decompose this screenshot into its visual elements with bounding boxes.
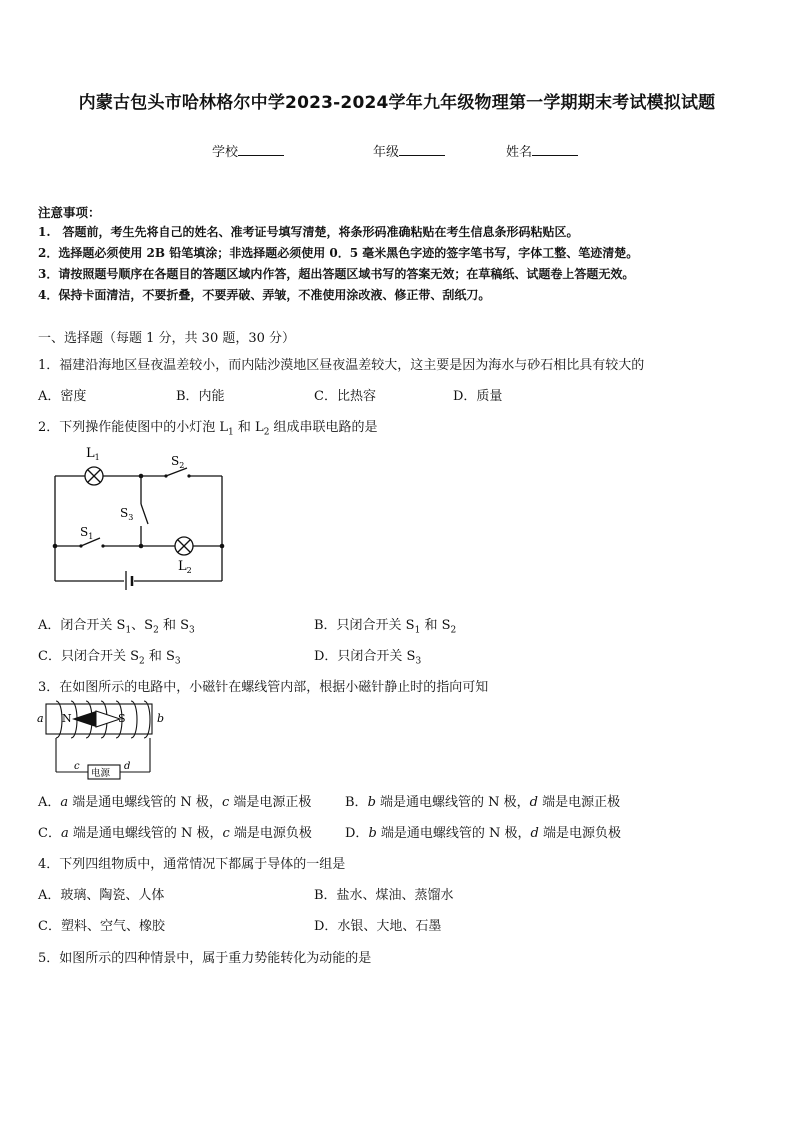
note-item: 2．选择题必须使用 2B 铅笔填涂；非选择题必须使用 0．5 毫米黑色字迹的签字笔书写，字体工整、笔迹清楚。 [38,246,639,260]
notes-heading: 注意事项： [38,205,101,220]
label-c: c [74,761,80,772]
q4-option-a[interactable]: A．玻璃、陶瓷、人体 [38,888,165,903]
label-n: N [62,712,72,725]
q3-option-a[interactable]: A．a 端是通电螺线管的 N 极，c 端是电源正极 [38,795,312,810]
q3-option-b[interactable]: B．b 端是通电螺线管的 N 极，d 端是电源正极 [345,795,621,810]
q1-option-a[interactable]: A．密度 [38,389,87,404]
label-a: a [37,712,44,725]
question-3-stem: 3．在如图所示的电路中，小磁针在螺线管内部，根据小磁针静止时的指向可知 [38,680,489,695]
note-item: 4．保持卡面清洁，不要折叠，不要弄破、弄皱，不准使用涂改液、修正带、刮纸刀。 [38,288,491,302]
question-1-stem: 1．福建沿海地区昼夜温差较小，而内陆沙漠地区昼夜温差较大，这主要是因为海水与砂石相比具有较大的 [38,358,645,373]
label-s: S [118,712,126,725]
grade-field[interactable] [373,141,445,160]
question-2-stem: 2．下列操作能使图中的小灯泡 $L_1$ 和 $L_2$ 组成串联电路的是 [38,420,378,438]
q4-option-c[interactable]: C．塑料、空气、橡胶 [38,919,165,934]
page-title: 内蒙古包头市哈林格尔中学2023-2024学年九年级物理第一学期期末考试模拟试题 [78,93,716,113]
label-s3: $S_3$ [120,506,134,522]
school-blank[interactable] [238,143,284,156]
q1-option-d[interactable]: D．质量 [453,389,503,404]
section-heading: 一、选择题（每题 1 分，共 30 题，30 分） [38,331,296,346]
question-5-stem: 5．如图所示的四种情景中，属于重力势能转化为动能的是 [38,951,372,966]
label-s1: $S_1$ [80,525,94,541]
name-label: 姓名 [506,145,533,160]
q3-option-c[interactable]: C．a 端是通电螺线管的 N 极，c 端是电源负极 [38,826,312,841]
label-b: b [157,712,165,725]
q4-option-d[interactable]: D．水银、大地、石墨 [314,919,442,934]
question-4-stem: 4．下列四组物质中，通常情况下都属于导体的一组是 [38,857,346,872]
q2-option-d[interactable]: D．只闭合开关 $S_3$ [314,649,422,667]
name-blank[interactable] [532,143,578,156]
q4-option-b[interactable]: B．盐水、煤油、蒸馏水 [314,888,454,903]
q3-option-d[interactable]: D．b 端是通电螺线管的 N 极，d 端是电源负极 [345,826,622,841]
note-item: 3．请按照题号顺序在各题目的答题区域内作答，超出答题区域书写的答案无效；在草稿纸、试题卷上答题无效。 [38,267,635,281]
q2-option-b[interactable]: B．只闭合开关 $S_1$ 和 $S_2$ [314,618,457,636]
label-l1: $L_1$ [86,446,100,462]
label-power-source: 电源 [91,768,111,779]
q1-option-b[interactable]: B．内能 [176,389,225,404]
name-field[interactable] [506,141,578,160]
school-label: 学校 [212,145,239,160]
q2-option-a[interactable]: A．闭合开关 $S_1$、$S_2$ 和 $S_3$ [38,618,195,636]
q2-option-c[interactable]: C．只闭合开关 $S_2$ 和 $S_3$ [38,649,181,667]
circuit-diagram-q2 [48,440,238,590]
grade-blank[interactable] [399,143,445,156]
school-field[interactable] [212,141,284,160]
label-d: d [124,761,131,772]
solenoid-diagram-q3 [34,698,174,784]
grade-label: 年级 [373,145,400,160]
label-s2: $S_2$ [171,454,185,470]
label-l2: $L_2$ [178,559,192,575]
q1-option-c[interactable]: C．比热容 [314,389,376,404]
note-item: 1. 答题前，考生先将自己的姓名、准考证号填写清楚，将条形码准确粘贴在考生信息条形码粘贴区。 [38,225,579,239]
